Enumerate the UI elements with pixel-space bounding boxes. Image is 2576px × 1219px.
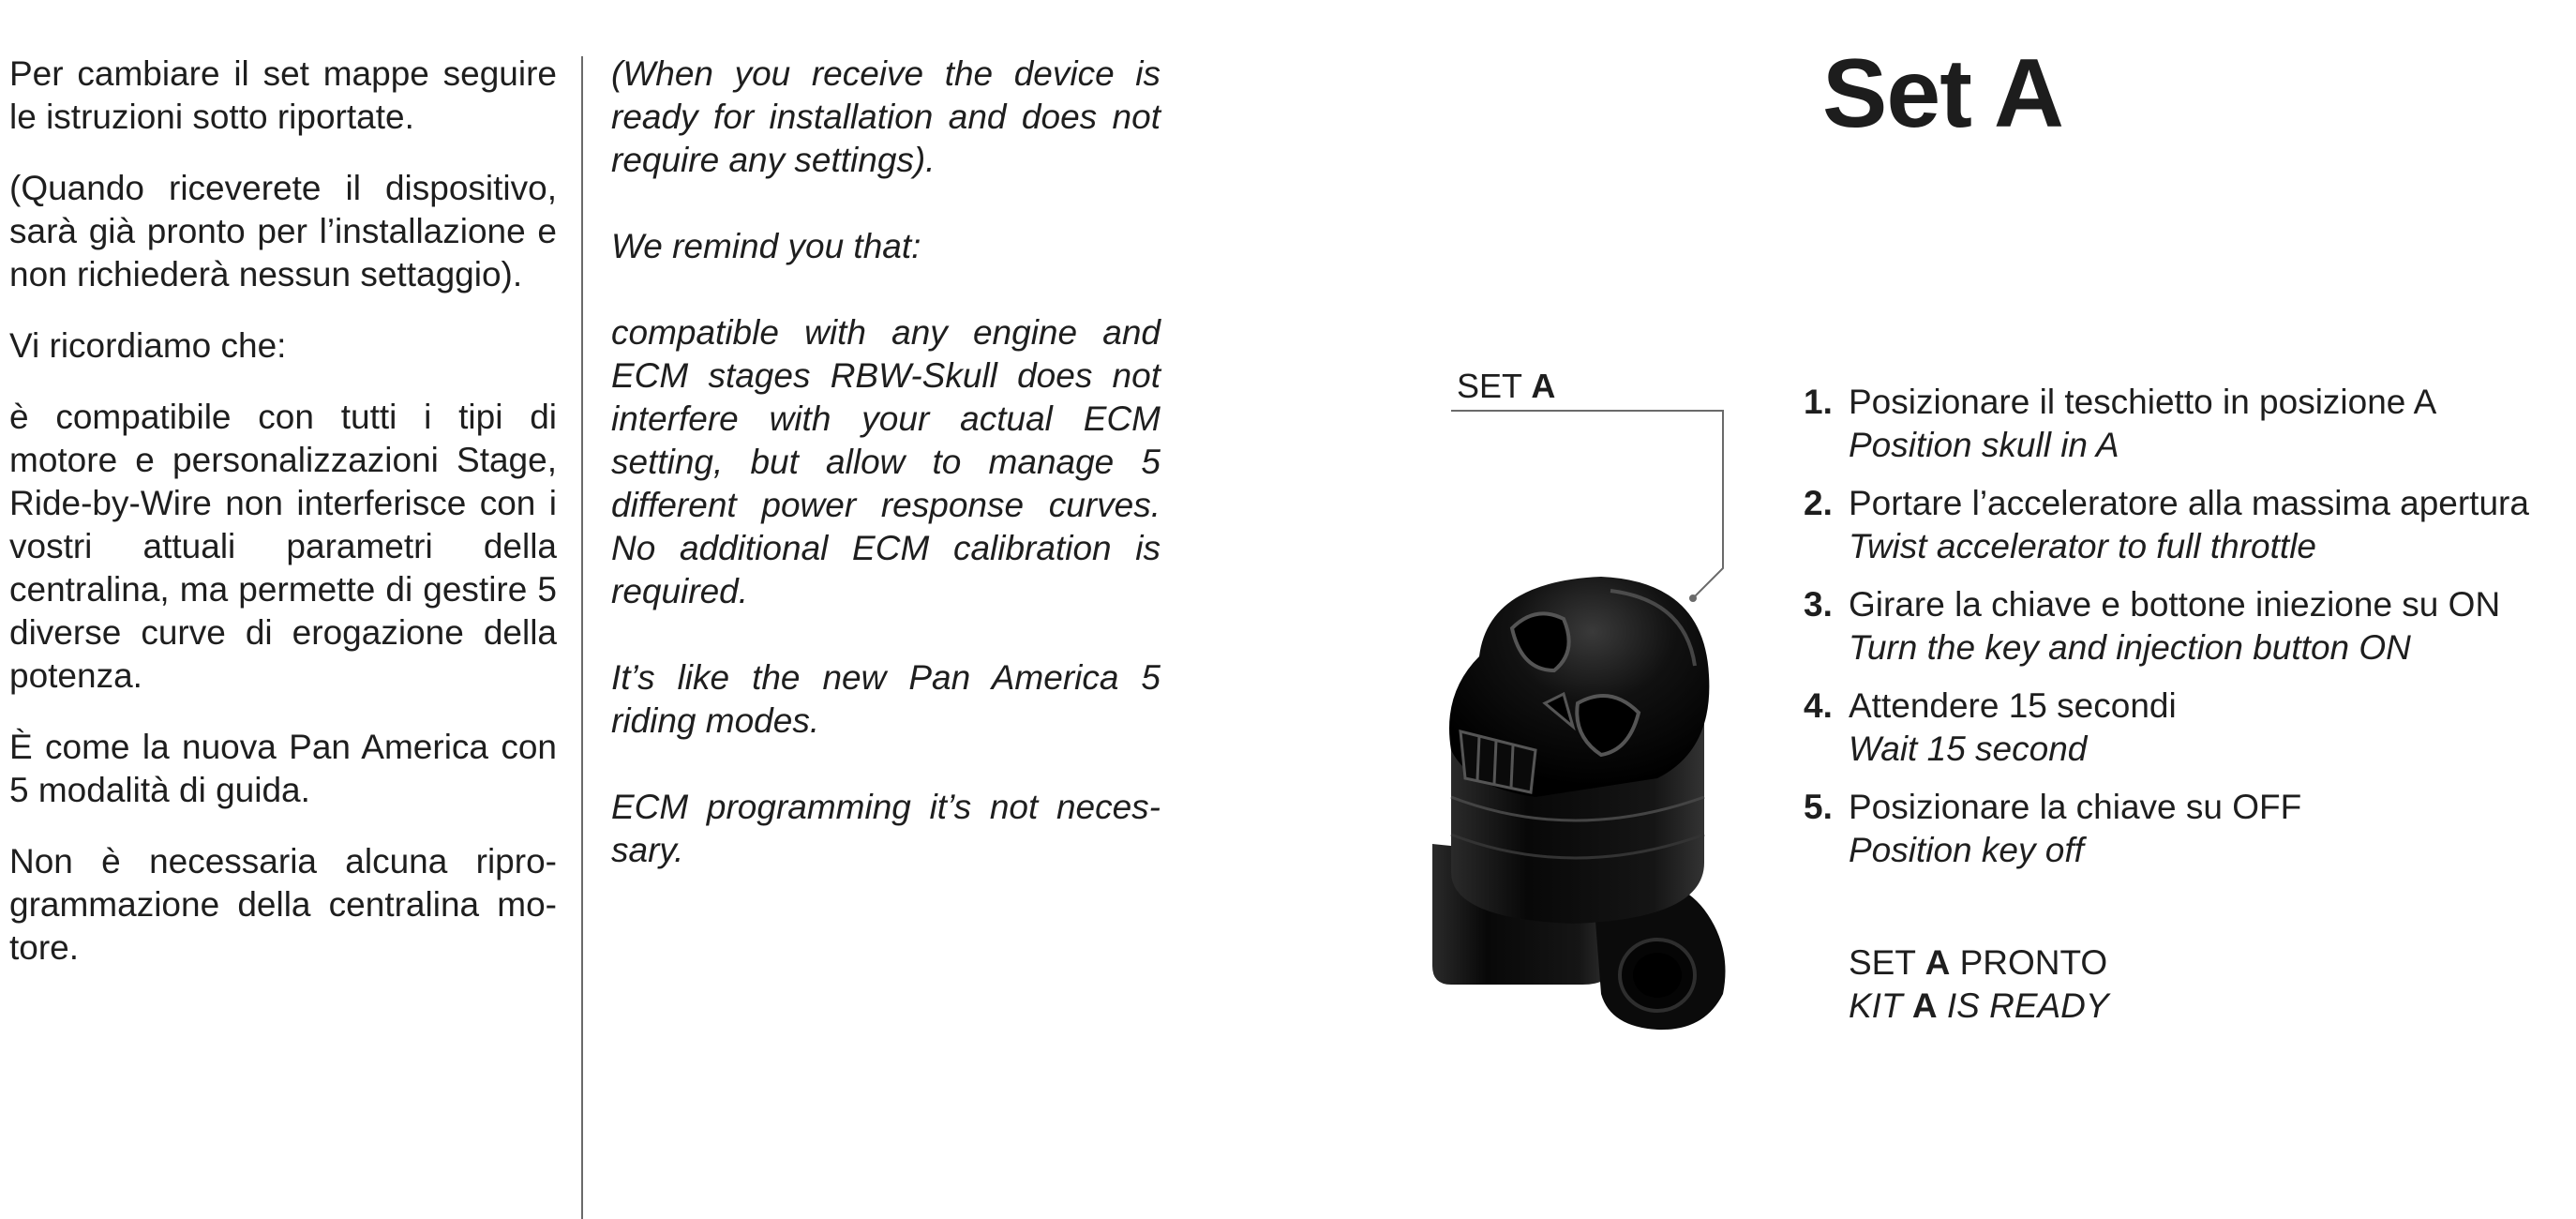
step-text-italian: Posizionare il teschietto in posizione A: [1849, 383, 2437, 421]
italian-text-column: [9, 53, 557, 998]
step-text-english: Wait 15 second: [1849, 730, 2088, 768]
english-paragraph: We remind you that:: [611, 227, 921, 265]
step-text-english: Turn the key and injection button ON: [1849, 628, 2411, 667]
step-text-english: Twist accelerator to full throttle: [1849, 527, 2316, 565]
english-text-column: [611, 53, 1161, 915]
ready-it-suffix: PRONTO: [1950, 943, 2108, 982]
column-divider: [581, 56, 583, 1219]
step-text-english: Position skull in A: [1849, 426, 2119, 464]
ready-it-prefix: SET: [1849, 943, 1925, 982]
step-number: 5.: [1804, 788, 1833, 826]
english-paragraph: compatible with any engine and ECM stages RBW-Skull does not interfere with your actual ECM setting, but allow to manage 5 different power response curves. No additional ECM calibration is required.: [611, 313, 1161, 610]
step-text-italian: Portare l’acceleratore alla massima apertura: [1849, 484, 2529, 522]
step-number: 3.: [1804, 585, 1833, 624]
english-paragraph: ECM programming it’s not necessary.: [611, 788, 1161, 869]
step-text-italian: Posizionare la chiave su OFF: [1849, 788, 2302, 826]
step-number: 4.: [1804, 686, 1833, 725]
english-paragraph: (When you receive the device is ready for installation and does not require any settings).: [611, 54, 1161, 179]
step-item: [1804, 786, 2572, 872]
figure-label-prefix: SET: [1457, 367, 1532, 405]
page-title: Set A: [1822, 39, 2063, 148]
italian-paragraph: (Quando riceverete il dispositivo, sarà già pronto per l’installazione e non richiederà nessun settaggio).: [9, 169, 557, 293]
italian-paragraph: Non è necessaria alcuna riprogrammazione della centralina motore.: [9, 842, 557, 967]
ready-it-letter: A: [1925, 943, 1951, 982]
italian-paragraph: Vi ricordiamo che:: [9, 326, 287, 365]
ready-en-letter: A: [1911, 986, 1938, 1025]
figure-callout-label: [1457, 366, 1555, 407]
ready-message-italian: [1849, 941, 2109, 985]
step-item: [1804, 685, 2572, 771]
installation-steps-list: [1804, 381, 2572, 887]
step-number: 1.: [1804, 383, 1833, 421]
step-number: 2.: [1804, 484, 1833, 522]
italian-paragraph: è compatibile con tutti i tipi di motore e personalizzazioni Stage, Ride-by-Wire non interferisce con i vostri attuali parametri della centralina, ma permette di gestire 5 diverse curve di erogazione della potenza.: [9, 398, 557, 695]
italian-paragraph: È come la nuova Pan America con 5 modalità di guida.: [9, 728, 557, 809]
step-text-italian: Girare la chiave e bottone iniezione su ON: [1849, 585, 2501, 624]
step-item: [1804, 381, 2572, 467]
skull-selector-knob-image: [1423, 563, 1738, 1031]
ready-message-english: [1849, 985, 2109, 1028]
ready-message: [1849, 941, 2109, 1028]
step-text-italian: Attendere 15 secondi: [1849, 686, 2177, 725]
step-item: [1804, 583, 2572, 670]
italian-paragraph: Per cambiare il set mappe seguire le istruzioni sotto riportate.: [9, 54, 557, 136]
figure-label-letter: A: [1531, 367, 1556, 405]
english-paragraph: It’s like the new Pan America 5 riding modes.: [611, 658, 1161, 740]
step-item: [1804, 482, 2572, 568]
step-text-english: Position key off: [1849, 831, 2084, 869]
ready-en-prefix: KIT: [1849, 986, 1912, 1025]
ready-en-suffix: IS READY: [1937, 986, 2109, 1025]
